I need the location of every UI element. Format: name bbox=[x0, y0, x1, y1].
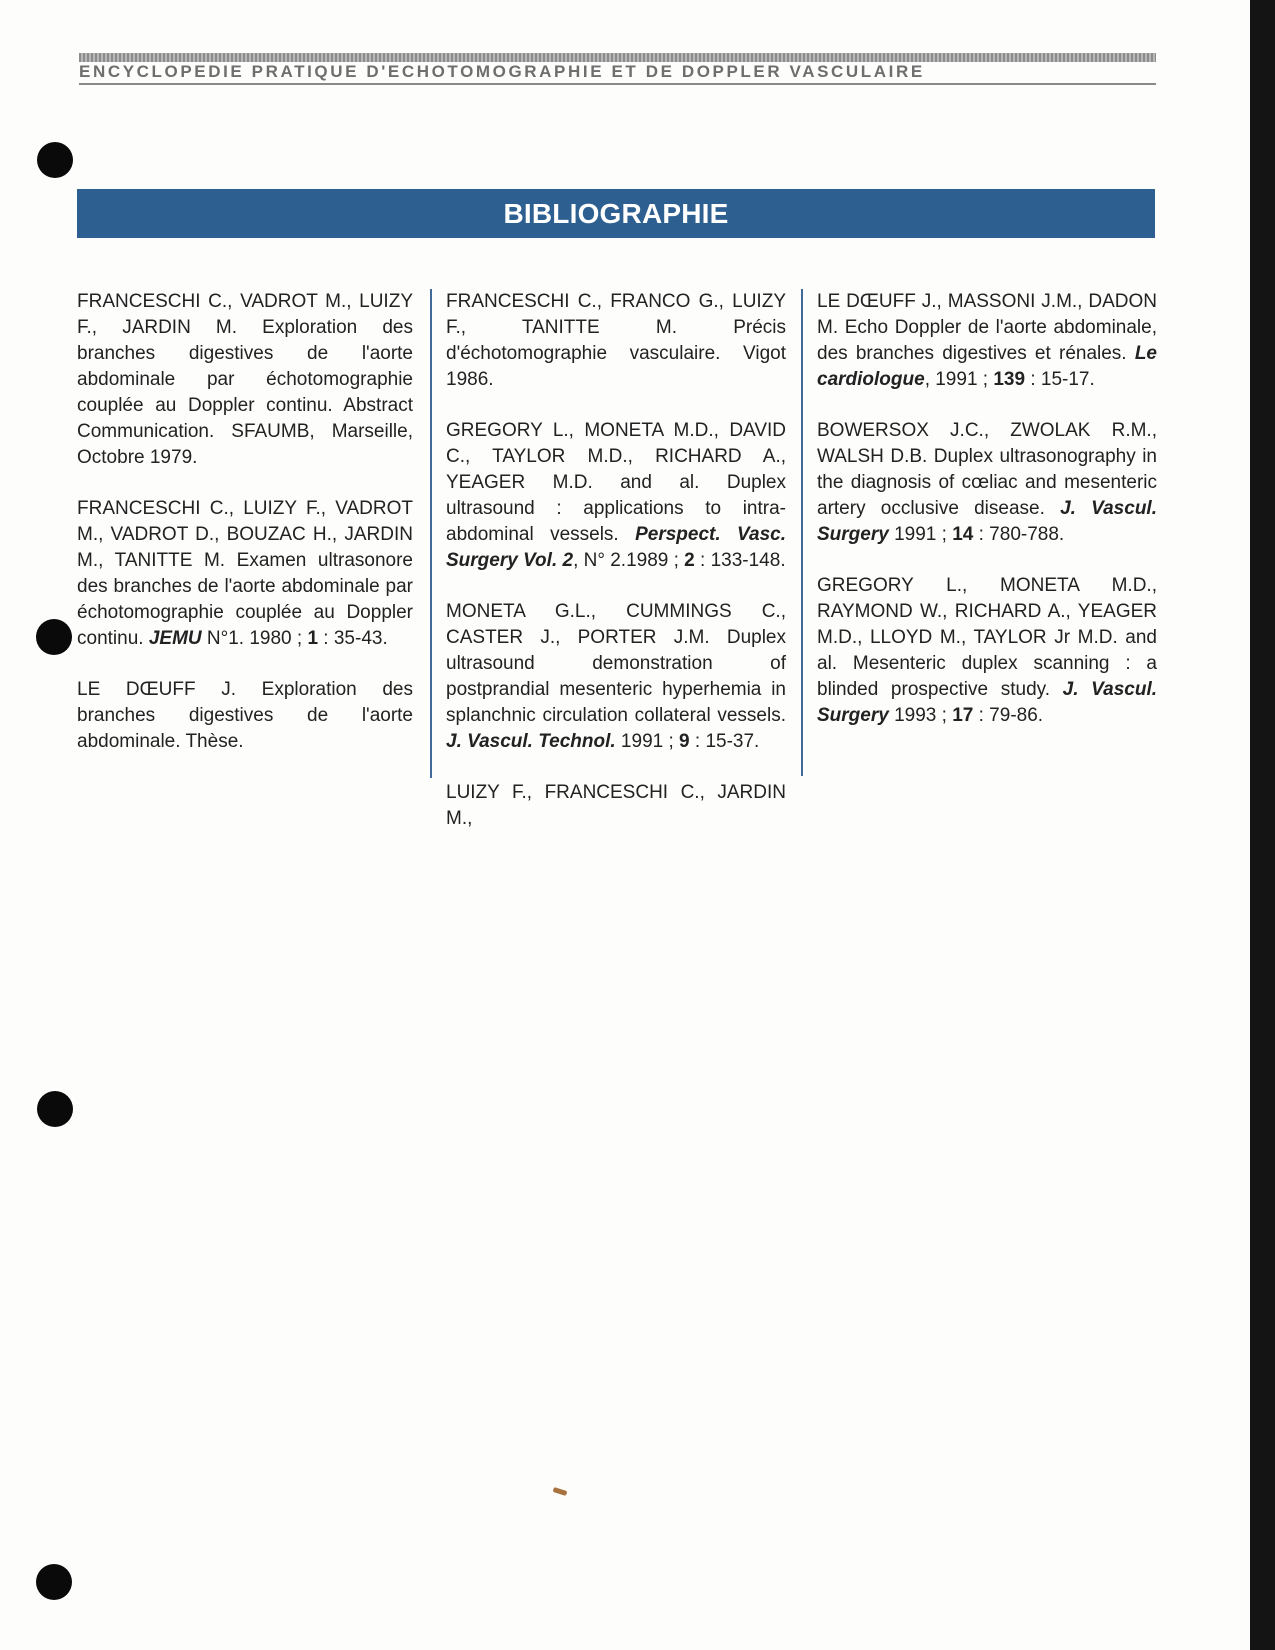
reference-year: , 1991 ; bbox=[924, 369, 994, 390]
reference-pages: : 15-37. bbox=[689, 731, 760, 752]
reference-year: 1993 ; bbox=[888, 705, 953, 726]
journal-name: Le cardiologue bbox=[817, 343, 1157, 390]
reference-entry bbox=[817, 418, 1157, 548]
reference-text: BOWERSOX J.C., ZWOLAK R.M., WALSH D.B. Duplex ultrasonography in the diagnosis of cœliac and mesenteric artery occlusive disease. bbox=[817, 420, 1157, 519]
reference-volume: 17 bbox=[952, 705, 974, 726]
reference-volume: 9 bbox=[679, 731, 690, 752]
binder-hole-icon bbox=[36, 619, 72, 655]
reference-text: FRANCESCHI C., FRANCO G., LUIZY F., TANITTE M. Précis d'échotomographie vasculaire. Vigot 1986. bbox=[446, 291, 786, 390]
reference-entry bbox=[446, 289, 786, 393]
bibliography-column-3 bbox=[817, 289, 1157, 754]
reference-entry bbox=[77, 496, 413, 652]
reference-year: 1991 ; bbox=[615, 731, 680, 752]
reference-text: FRANCESCHI C., VADROT M., LUIZY F., JARDIN M. Exploration des branches digestives de l'aorte abdominale par échotomographie couplée au Doppler continu. Abstract Communication. SFAUMB, Marseille, Octobre 1979. bbox=[77, 291, 413, 468]
reference-pages: : 15-17. bbox=[1025, 369, 1095, 390]
reference-entry bbox=[817, 289, 1157, 393]
binder-hole-icon bbox=[37, 142, 73, 178]
reference-text: LUIZY F., FRANCESCHI C., JARDIN M., bbox=[446, 782, 786, 829]
reference-pages: : 35-43. bbox=[318, 628, 388, 649]
header-pattern-bar bbox=[79, 53, 1156, 62]
reference-volume: 139 bbox=[993, 369, 1026, 390]
reference-volume: 1 bbox=[307, 628, 319, 649]
reference-entry bbox=[77, 289, 413, 471]
binder-hole-icon bbox=[37, 1091, 73, 1127]
binder-hole-icon bbox=[36, 1564, 72, 1600]
journal-name: J. Vascul. Surgery bbox=[817, 498, 1157, 545]
reference-text: GREGORY L., MONETA M.D., RAYMOND W., RICHARD A., YEAGER M.D., LLOYD M., TAYLOR Jr M.D. and al. Mesenteric duplex scanning : a blinded prospective study. bbox=[817, 575, 1157, 700]
journal-name: J. Vascul. Surgery bbox=[817, 679, 1157, 726]
reference-entry bbox=[817, 573, 1157, 729]
title-banner bbox=[77, 189, 1155, 238]
reference-pages: : 133-148. bbox=[694, 550, 786, 571]
bibliography-column-2 bbox=[446, 289, 786, 857]
reference-volume: 2 bbox=[684, 550, 695, 571]
reference-text: FRANCESCHI C., LUIZY F., VADROT M., VADROT D., BOUZAC H., JARDIN M., TANITTE M. Examen ultrasonore des branches de l'aorte abdominale par échotomographie couplée au Doppler continu. bbox=[77, 498, 413, 649]
scan-edge bbox=[1250, 0, 1275, 1650]
column-divider bbox=[801, 289, 803, 776]
journal-name: JEMU bbox=[148, 628, 202, 649]
paper-stain bbox=[553, 1487, 568, 1496]
reference-entry bbox=[446, 599, 786, 755]
reference-year: , N° 2.1989 ; bbox=[573, 550, 685, 571]
reference-pages: : 780-788. bbox=[973, 524, 1065, 545]
reference-text: GREGORY L., MONETA M.D., DAVID C., TAYLOR M.D., RICHARD A., YEAGER M.D. and al. Duplex ultrasound : applications to intra-abdominal vessels. bbox=[446, 420, 786, 545]
reference-entry bbox=[77, 677, 413, 755]
reference-entry bbox=[446, 780, 786, 832]
page-title: BIBLIOGRAPHIE bbox=[503, 197, 729, 229]
header-rule bbox=[79, 83, 1156, 85]
reference-pages: : 79-86. bbox=[973, 705, 1044, 726]
bibliography-column-1 bbox=[77, 289, 413, 780]
journal-name: Perspect. Vasc. Surgery Vol. 2 bbox=[446, 524, 786, 571]
reference-text: LE DŒUFF J., MASSONI J.M., DADON M. Echo Doppler de l'aorte abdominale, des branches digestives et rénales. bbox=[817, 291, 1157, 364]
column-divider bbox=[430, 289, 432, 778]
reference-volume: 14 bbox=[952, 524, 974, 545]
journal-name: J. Vascul. Technol. bbox=[446, 731, 616, 752]
reference-text: LE DŒUFF J. Exploration des branches digestives de l'aorte abdominale. Thèse. bbox=[77, 679, 413, 752]
reference-entry bbox=[446, 418, 786, 574]
reference-year: 1991 ; bbox=[888, 524, 953, 545]
running-header: ENCYCLOPEDIE PRATIQUE D'ECHOTOMOGRAPHIE ET DE DOPPLER VASCULAIRE bbox=[79, 62, 925, 81]
reference-year: N°1. 1980 ; bbox=[201, 628, 308, 649]
reference-text: MONETA G.L., CUMMINGS C., CASTER J., PORTER J.M. Duplex ultrasound demonstration of postprandial mesenteric hyperhemia in splanchnic circulation collateral vessels. bbox=[446, 601, 786, 726]
